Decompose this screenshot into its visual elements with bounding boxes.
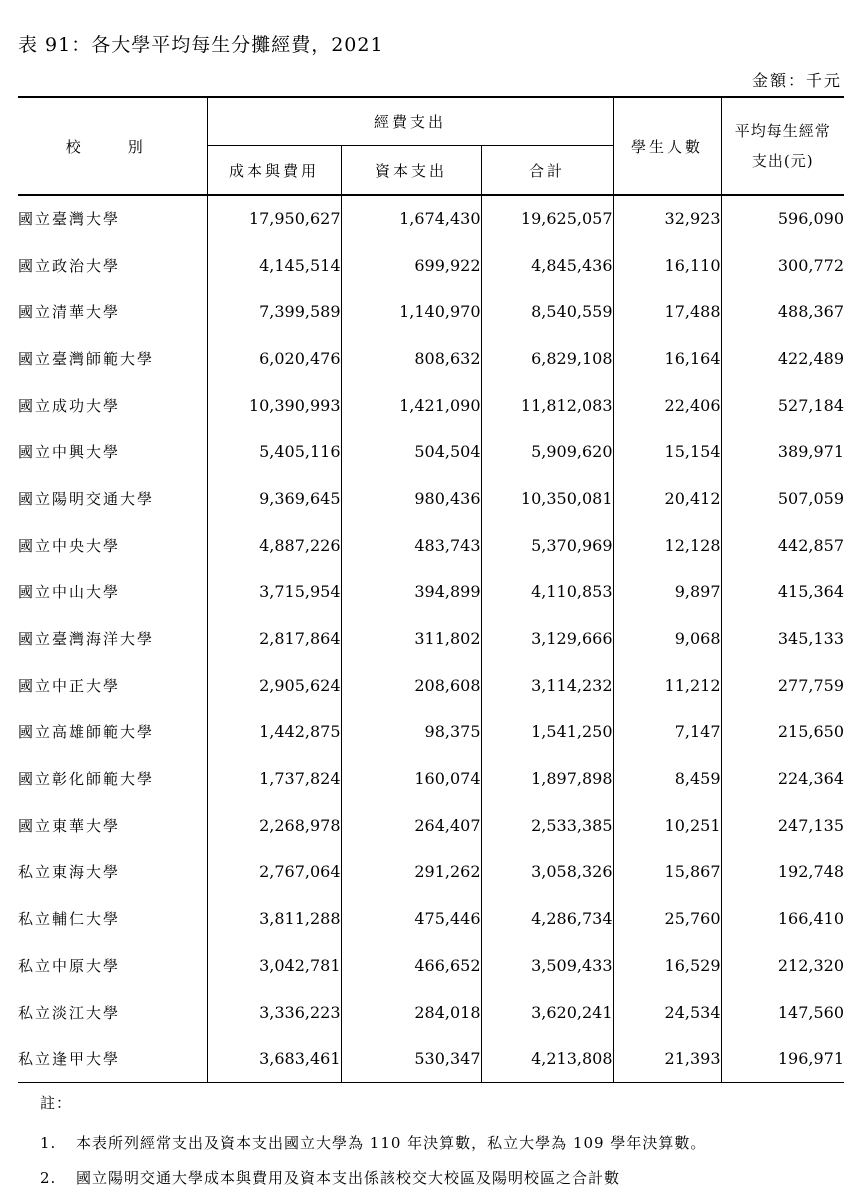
- school-name: 國立成功大學: [18, 396, 121, 415]
- school-name: 國立高雄師範大學: [18, 723, 155, 742]
- avg-cell: 247,135: [721, 802, 844, 849]
- avg-cell: 166,410: [721, 895, 844, 942]
- table-row: [18, 1035, 844, 1082]
- table-row: [18, 942, 844, 989]
- students-cell: 25,760: [613, 895, 721, 942]
- students-cell: 21,393: [613, 1035, 721, 1082]
- capital-cell: 699,922: [341, 242, 481, 289]
- avg-cell: 596,090: [721, 195, 844, 242]
- total-cell: 3,620,241: [481, 989, 613, 1036]
- capital-cell: 208,608: [341, 662, 481, 709]
- header-capital: 資本支出: [341, 146, 481, 196]
- students-cell: 12,128: [613, 522, 721, 569]
- header-cost: 成本與費用: [207, 146, 341, 196]
- total-cell: 4,110,853: [481, 569, 613, 616]
- total-cell: 3,114,232: [481, 662, 613, 709]
- capital-cell: 504,504: [341, 428, 481, 475]
- table-row: [18, 989, 844, 1036]
- header-school: 校 別: [18, 97, 207, 195]
- total-cell: 3,129,666: [481, 615, 613, 662]
- note-text: 本表所列經常支出及資本支出國立大學為 110 年決算數，私立大學為 109 學年決算數。: [76, 1134, 707, 1152]
- table-row: [18, 475, 844, 522]
- table-row: [18, 382, 844, 429]
- table-row: [18, 755, 844, 802]
- total-cell: 10,350,081: [481, 475, 613, 522]
- cost-cell: 4,887,226: [207, 522, 341, 569]
- table-row: [18, 709, 844, 756]
- table-body: [18, 195, 844, 1082]
- total-cell: 5,909,620: [481, 428, 613, 475]
- total-cell: 2,533,385: [481, 802, 613, 849]
- avg-cell: 389,971: [721, 428, 844, 475]
- capital-cell: 1,140,970: [341, 288, 481, 335]
- table-row: [18, 335, 844, 382]
- students-cell: 16,164: [613, 335, 721, 382]
- total-cell: 5,370,969: [481, 522, 613, 569]
- school-name: 私立中原大學: [18, 956, 121, 975]
- total-cell: 1,541,250: [481, 709, 613, 756]
- note-item: [40, 1167, 706, 1188]
- table-row: [18, 662, 844, 709]
- note-number: 2.: [40, 1169, 57, 1187]
- capital-cell: 1,421,090: [341, 382, 481, 429]
- cost-cell: 2,905,624: [207, 662, 341, 709]
- avg-cell: 147,560: [721, 989, 844, 1036]
- students-cell: 10,251: [613, 802, 721, 849]
- total-cell: 4,286,734: [481, 895, 613, 942]
- header-expenditure-group: 經費支出: [207, 97, 613, 146]
- school-name: 國立彰化師範大學: [18, 770, 155, 789]
- school-name: 私立東海大學: [18, 863, 121, 882]
- avg-cell: 192,748: [721, 849, 844, 896]
- avg-cell: 215,650: [721, 709, 844, 756]
- header-avg-per-student: [721, 97, 844, 195]
- table-row: [18, 615, 844, 662]
- school-name: 國立臺灣師範大學: [18, 349, 155, 368]
- avg-cell: 442,857: [721, 522, 844, 569]
- students-cell: 20,412: [613, 475, 721, 522]
- students-cell: 17,488: [613, 288, 721, 335]
- cost-cell: 1,737,824: [207, 755, 341, 802]
- table-row: [18, 849, 844, 896]
- total-cell: 4,845,436: [481, 242, 613, 289]
- school-name: 私立淡江大學: [18, 1003, 121, 1022]
- avg-cell: 277,759: [721, 662, 844, 709]
- students-cell: 8,459: [613, 755, 721, 802]
- unit-label: 金額：千元: [751, 71, 842, 90]
- avg-cell: 422,489: [721, 335, 844, 382]
- school-name: 國立臺灣大學: [18, 210, 121, 229]
- total-cell: 3,058,326: [481, 849, 613, 896]
- table-row: [18, 569, 844, 616]
- table-row: [18, 895, 844, 942]
- note-item: [40, 1132, 706, 1153]
- notes: [40, 1092, 706, 1202]
- students-cell: 9,068: [613, 615, 721, 662]
- header-avg-line2: 支出(元): [751, 152, 814, 170]
- note-number: 1.: [40, 1134, 57, 1152]
- notes-label: 註：: [40, 1094, 73, 1112]
- students-cell: 15,867: [613, 849, 721, 896]
- capital-cell: 291,262: [341, 849, 481, 896]
- students-cell: 22,406: [613, 382, 721, 429]
- total-cell: 4,213,808: [481, 1035, 613, 1082]
- cost-cell: 17,950,627: [207, 195, 341, 242]
- header-students: 學生人數: [613, 97, 721, 195]
- students-cell: 16,529: [613, 942, 721, 989]
- school-name: 國立東華大學: [18, 816, 121, 835]
- capital-cell: 980,436: [341, 475, 481, 522]
- total-cell: 8,540,559: [481, 288, 613, 335]
- table-row: [18, 195, 844, 242]
- school-name: 國立中央大學: [18, 536, 121, 555]
- capital-cell: 466,652: [341, 942, 481, 989]
- students-cell: 15,154: [613, 428, 721, 475]
- table-row: [18, 242, 844, 289]
- cost-cell: 2,817,864: [207, 615, 341, 662]
- avg-cell: 196,971: [721, 1035, 844, 1082]
- note-text: 國立陽明交通大學成本與費用及資本支出係該校交大校區及陽明校區之合計數: [76, 1169, 621, 1187]
- table-row: [18, 288, 844, 335]
- capital-cell: 808,632: [341, 335, 481, 382]
- students-cell: 16,110: [613, 242, 721, 289]
- school-name: 國立政治大學: [18, 256, 121, 275]
- capital-cell: 394,899: [341, 569, 481, 616]
- avg-cell: 507,059: [721, 475, 844, 522]
- cost-cell: 6,020,476: [207, 335, 341, 382]
- students-cell: 32,923: [613, 195, 721, 242]
- header-avg-line1: 平均每生經常: [734, 122, 831, 140]
- cost-cell: 7,399,589: [207, 288, 341, 335]
- total-cell: 11,812,083: [481, 382, 613, 429]
- cost-cell: 3,336,223: [207, 989, 341, 1036]
- capital-cell: 1,674,430: [341, 195, 481, 242]
- students-cell: 11,212: [613, 662, 721, 709]
- school-name: 私立輔仁大學: [18, 910, 121, 929]
- school-name: 國立中興大學: [18, 443, 121, 462]
- capital-cell: 475,446: [341, 895, 481, 942]
- capital-cell: 311,802: [341, 615, 481, 662]
- header-total: 合計: [481, 146, 613, 196]
- avg-cell: 527,184: [721, 382, 844, 429]
- capital-cell: 98,375: [341, 709, 481, 756]
- table-row: [18, 802, 844, 849]
- cost-cell: 3,811,288: [207, 895, 341, 942]
- students-cell: 24,534: [613, 989, 721, 1036]
- data-table: [18, 96, 844, 1083]
- table-row: [18, 522, 844, 569]
- table-row: [18, 428, 844, 475]
- avg-cell: 345,133: [721, 615, 844, 662]
- capital-cell: 284,018: [341, 989, 481, 1036]
- capital-cell: 160,074: [341, 755, 481, 802]
- students-cell: 7,147: [613, 709, 721, 756]
- avg-cell: 300,772: [721, 242, 844, 289]
- cost-cell: 3,042,781: [207, 942, 341, 989]
- capital-cell: 530,347: [341, 1035, 481, 1082]
- cost-cell: 9,369,645: [207, 475, 341, 522]
- avg-cell: 415,364: [721, 569, 844, 616]
- total-cell: 1,897,898: [481, 755, 613, 802]
- avg-cell: 488,367: [721, 288, 844, 335]
- avg-cell: 224,364: [721, 755, 844, 802]
- cost-cell: 10,390,993: [207, 382, 341, 429]
- capital-cell: 264,407: [341, 802, 481, 849]
- cost-cell: 3,683,461: [207, 1035, 341, 1082]
- total-cell: 19,625,057: [481, 195, 613, 242]
- cost-cell: 5,405,116: [207, 428, 341, 475]
- school-name: 國立陽明交通大學: [18, 489, 155, 508]
- cost-cell: 2,767,064: [207, 849, 341, 896]
- capital-cell: 483,743: [341, 522, 481, 569]
- cost-cell: 1,442,875: [207, 709, 341, 756]
- school-name: 國立中正大學: [18, 676, 121, 695]
- cost-cell: 2,268,978: [207, 802, 341, 849]
- students-cell: 9,897: [613, 569, 721, 616]
- cost-cell: 3,715,954: [207, 569, 341, 616]
- total-cell: 3,509,433: [481, 942, 613, 989]
- table-title: 表 91：各大學平均每生分攤經費，2021: [18, 34, 384, 56]
- school-name: 國立中山大學: [18, 583, 121, 602]
- cost-cell: 4,145,514: [207, 242, 341, 289]
- school-name: 私立逢甲大學: [18, 1035, 207, 1082]
- avg-cell: 212,320: [721, 942, 844, 989]
- school-name: 國立臺灣海洋大學: [18, 630, 155, 649]
- school-name: 國立清華大學: [18, 303, 121, 322]
- total-cell: 6,829,108: [481, 335, 613, 382]
